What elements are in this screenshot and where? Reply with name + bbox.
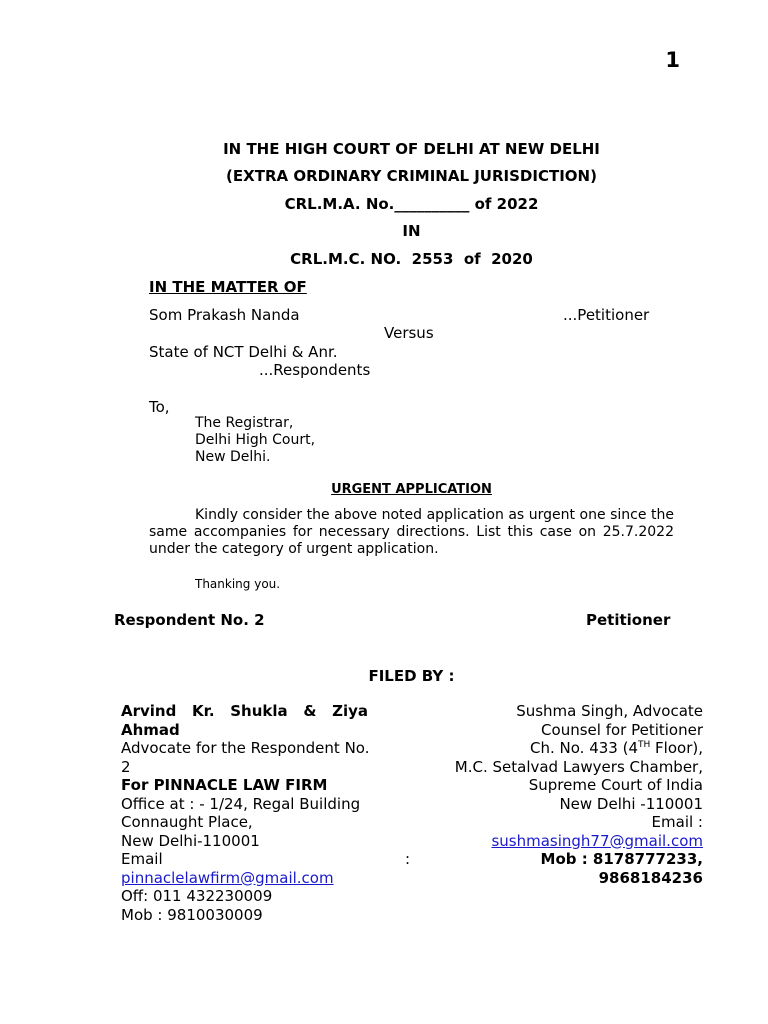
court-jurisdiction: (EXTRA ORDINARY CRIMINAL JURISDICTION) (226, 167, 597, 185)
right-counsel-email-link[interactable]: sushmasingh77@gmail.com (491, 831, 703, 850)
left-counsel-block (121, 702, 410, 924)
left-counsel-role-1: Advocate for the Respondent No. (121, 739, 370, 757)
right-counsel-city: New Delhi -110001 (559, 794, 703, 813)
left-counsel-email-line (121, 850, 410, 869)
right-counsel-role: Counsel for Petitioner (541, 720, 703, 739)
address-line-3: New Delhi. (195, 449, 271, 465)
application-heading: URGENT APPLICATION (331, 482, 492, 497)
right-counsel-name: Sushma Singh, Advocate (516, 702, 703, 720)
left-counsel-name-1: Arvind Kr. Shukla & Ziya (121, 702, 368, 720)
page-number: 1 (665, 48, 680, 72)
right-counsel-email-label: Email : (651, 813, 703, 831)
left-counsel-email-link[interactable]: pinnaclelawfirm@gmail.com (121, 868, 334, 887)
court-title: IN THE HIGH COURT OF DELHI AT NEW DELHI (223, 140, 600, 158)
thanks-text: Thanking you. (195, 577, 281, 591)
left-counsel-office-phone: Off: 011 432230009 (121, 887, 273, 905)
left-counsel-address-2: New Delhi-110001 (121, 831, 260, 850)
left-counsel-address-1: Connaught Place, (121, 813, 253, 831)
filed-by-heading: FILED BY : (368, 667, 455, 685)
respondent-role: ...Respondents (259, 361, 371, 379)
in-label: IN (402, 222, 421, 240)
right-counsel-mobile-2: 9868184236 (598, 868, 703, 887)
left-counsel-office: Office at : - 1/24, Regal Building (121, 794, 361, 813)
signature-respondent: Respondent No. 2 (114, 611, 265, 629)
petitioner-name: Som Prakash Nanda (149, 306, 300, 324)
matter-heading: IN THE MATTER OF (149, 278, 307, 296)
left-counsel-firm: For PINNACLE LAW FIRM (121, 776, 328, 794)
left-counsel-name-2: Ahmad (121, 720, 180, 739)
left-counsel-email-colon: : (404, 850, 410, 868)
left-counsel-role-2: 2 (121, 757, 131, 776)
address-line-2: Delhi High Court, (195, 432, 316, 448)
right-counsel-block (424, 702, 703, 887)
right-counsel-mobile-1: Mob : 8178777233, (540, 850, 703, 868)
petitioner-role: ...Petitioner (563, 306, 650, 324)
crl-mc-number: CRL.M.C. NO. 2553 of 2020 (290, 250, 533, 268)
application-body: Kindly consider the above noted application as urgent one since the same accompanies for necessary directions. List this case on 25.7.2022 under the category of urgent application. (149, 507, 674, 557)
right-counsel-chamber: Ch. No. 433 (4TH Floor), (530, 739, 703, 757)
respondent-name: State of NCT Delhi & Anr. (149, 343, 338, 361)
right-counsel-court: Supreme Court of India (528, 776, 703, 794)
address-line-1: The Registrar, (195, 415, 294, 431)
address-to: To, (149, 398, 170, 416)
left-counsel-email-label: Email (121, 850, 163, 868)
right-counsel-building: M.C. Setalvad Lawyers Chamber, (454, 757, 703, 776)
versus-label: Versus (384, 324, 434, 342)
crl-ma-number: CRL.M.A. No.__________ of 2022 (284, 195, 539, 213)
left-counsel-mobile: Mob : 9810030009 (121, 905, 263, 924)
signature-petitioner: Petitioner (586, 611, 671, 629)
